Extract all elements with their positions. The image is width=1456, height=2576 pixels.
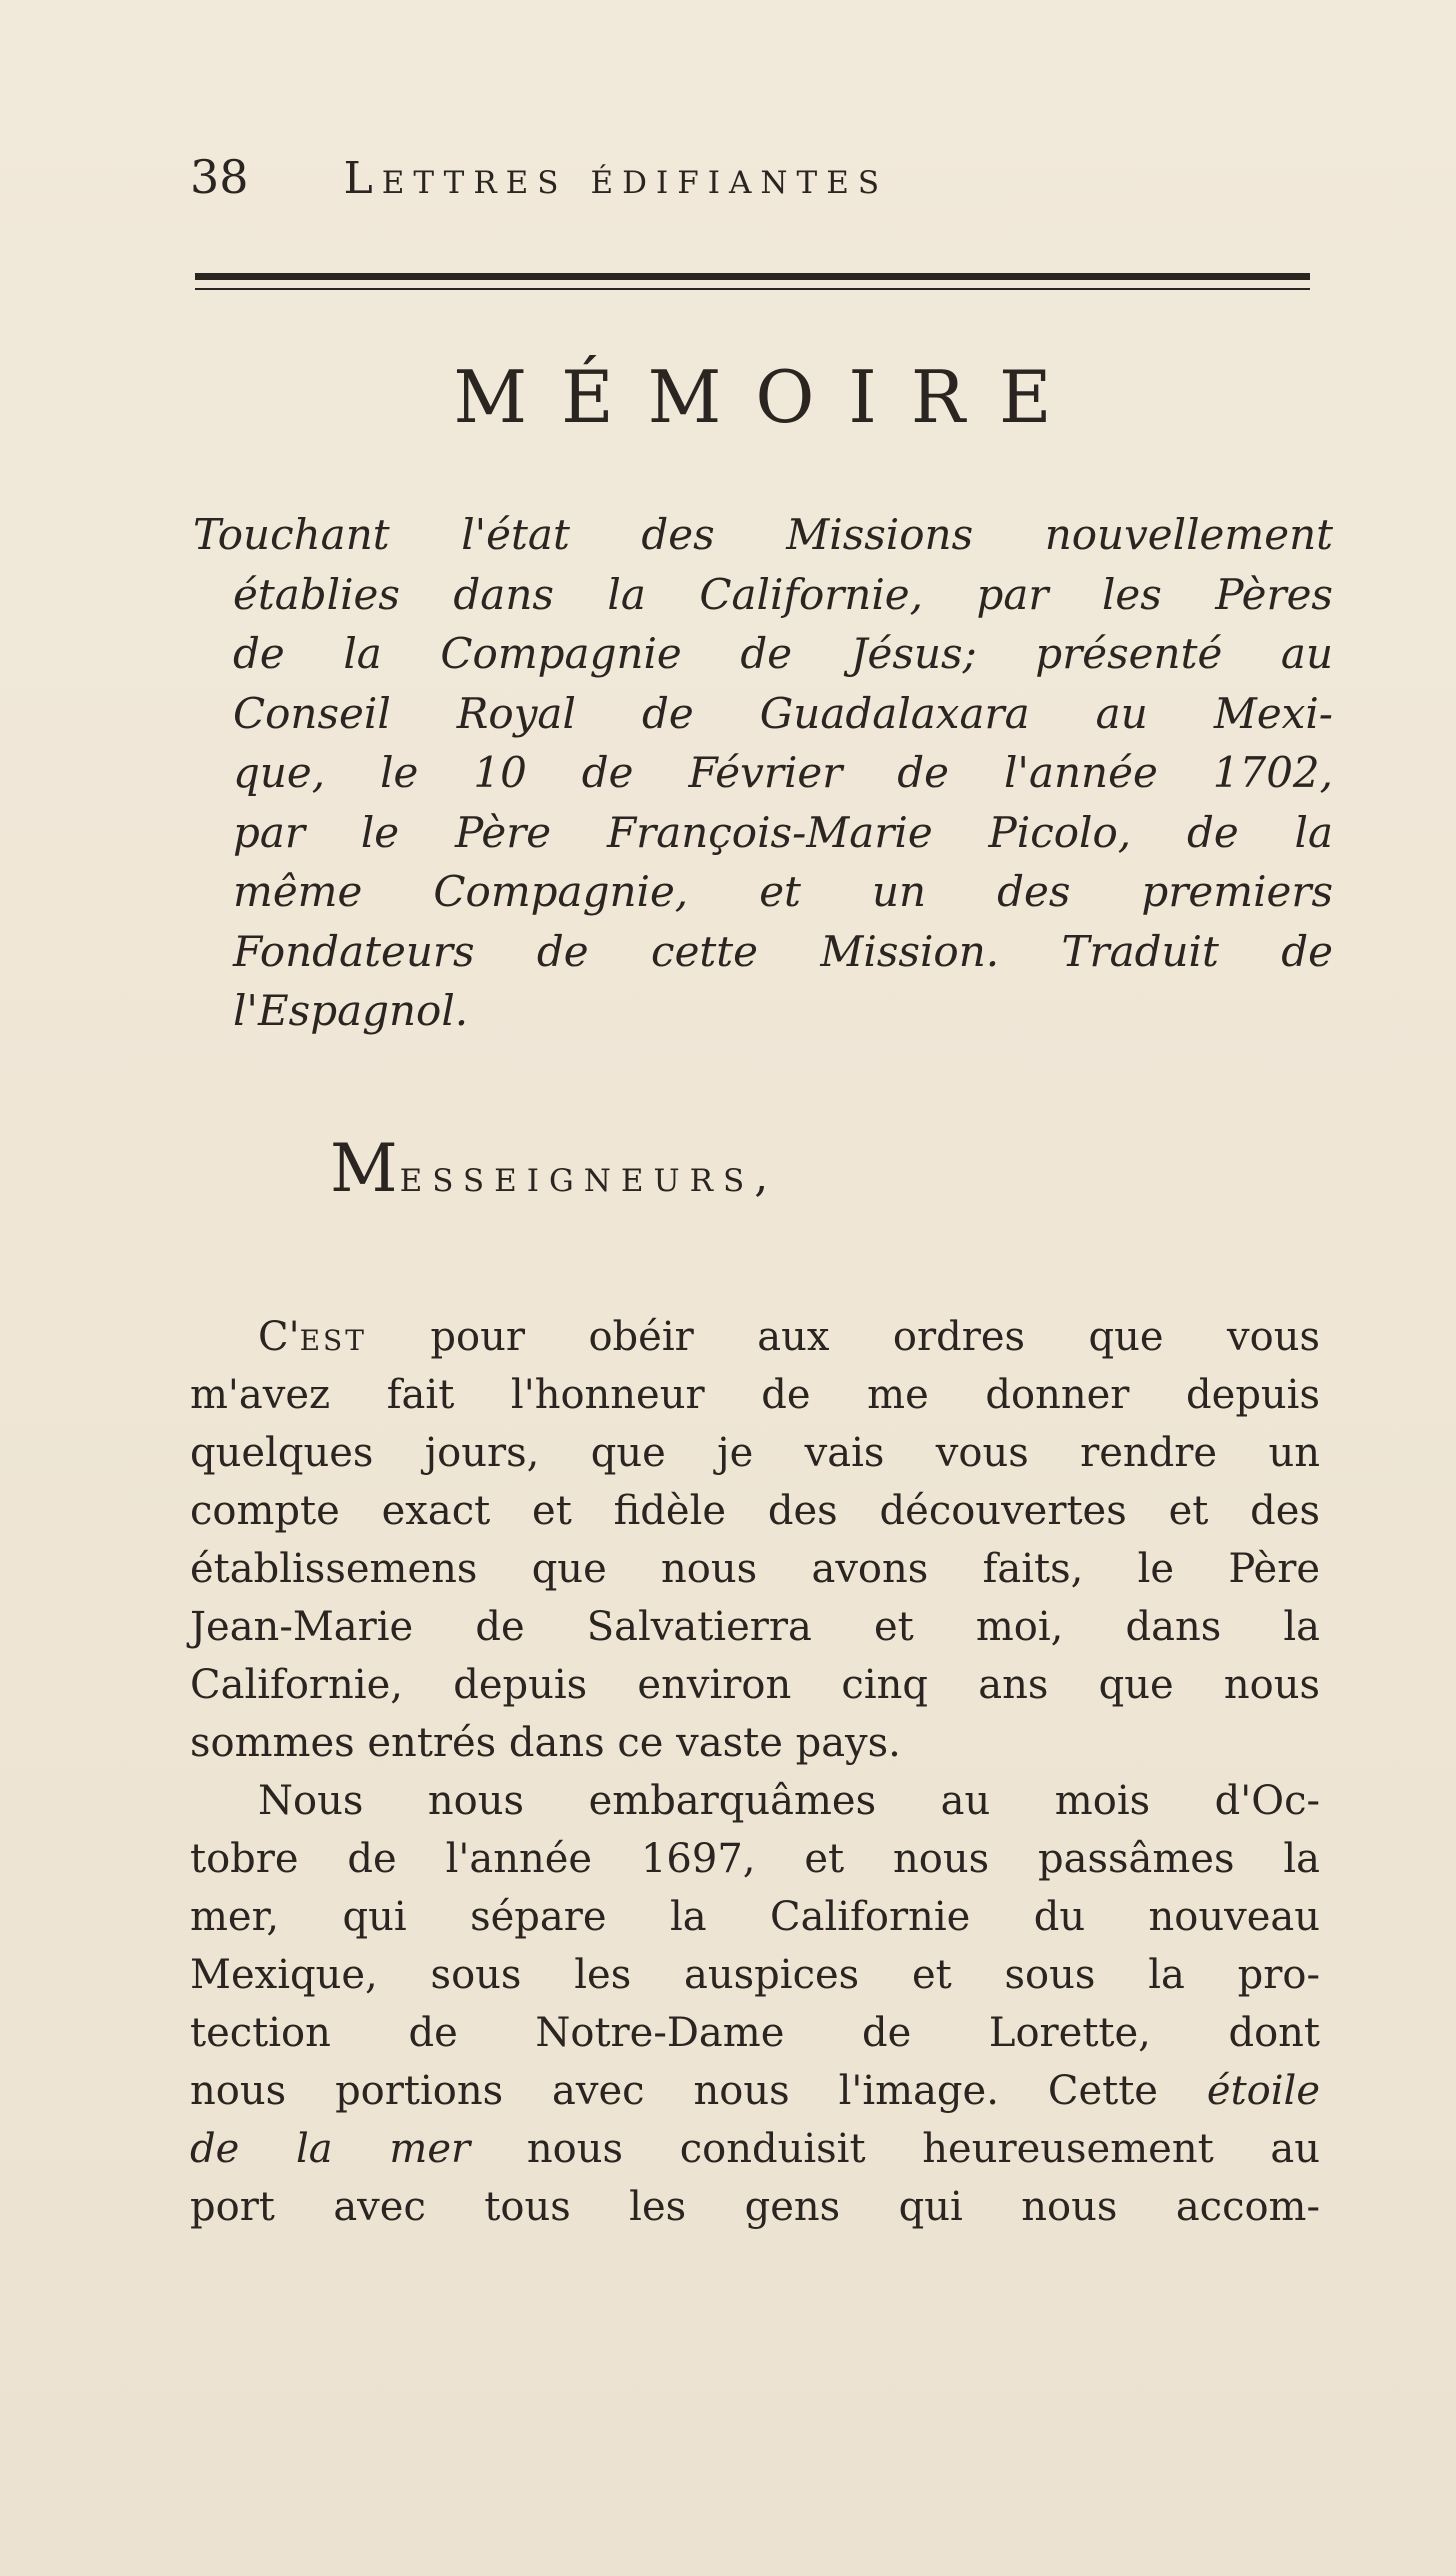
- body-line: [190, 1308, 1320, 1366]
- body-line: tection de Notre-Dame de Lorette, dont: [190, 2010, 1320, 2056]
- subtitle-line: Conseil Royal de Guadalaxara au Mexi-: [233, 688, 1333, 738]
- subtitle-line: Fondateurs de cette Mission. Traduit de: [233, 926, 1333, 976]
- body-line: port avec tous les gens qui nous accom-: [190, 2184, 1320, 2230]
- running-title: Lettres édifiantes: [343, 153, 889, 204]
- header-rule-thick: [195, 273, 1310, 280]
- memoire-heading: MÉMOIRE: [453, 355, 1086, 439]
- body-line: Californie, depuis environ cinq ans que nous: [190, 1662, 1320, 1708]
- body-line: quelques jours, que je vais vous rendre un: [190, 1430, 1320, 1476]
- body-line: mer, qui sépare la Californie du nouveau: [190, 1894, 1320, 1940]
- body-line-text: nous portions avec nous l'image. Cette: [190, 2068, 1158, 2114]
- body-line: établissemens que nous avons faits, le Père: [190, 1546, 1320, 1592]
- salutation-rest: esseigneurs,: [399, 1151, 779, 1202]
- body-line-text: pour obéir aux ordres que vous: [430, 1314, 1320, 1360]
- subtitle-line: Touchant l'état des Missions nouvellement: [193, 510, 1333, 559]
- subtitle-line: même Compagnie, et un des premiers: [233, 867, 1333, 916]
- subtitle-line: établies dans la Californie, par les Pères: [233, 569, 1333, 619]
- subtitle-line: l'Espagnol.: [233, 986, 469, 1035]
- body-line: tobre de l'année 1697, et nous passâmes la: [190, 1836, 1320, 1882]
- body-line: Mexique, sous les auspices et sous la pro-: [190, 1952, 1320, 1998]
- body-line: [190, 2120, 1320, 2178]
- body-line: sommes entrés dans ce vaste pays.: [190, 1720, 901, 1766]
- body-line: m'avez fait l'honneur de me donner depuis: [190, 1372, 1320, 1418]
- italic-de-la-mer: de la mer: [190, 2126, 471, 2172]
- page-number: 38: [190, 150, 249, 204]
- subtitle-line: de la Compagnie de Jésus; présenté au: [233, 629, 1333, 678]
- subtitle-line: que, le 10 de Février de l'année 1702,: [233, 748, 1333, 797]
- running-head: [190, 150, 1310, 220]
- salutation-initial: M: [330, 1130, 400, 1207]
- body-line: compte exact et fidèle des découvertes et des: [190, 1488, 1320, 1534]
- salutation: [330, 1130, 778, 1207]
- subtitle-line: par le Père François-Marie Picolo, de la: [233, 807, 1333, 857]
- body-line: Nous nous embarquâmes au mois d'Oc-: [258, 1778, 1320, 1824]
- first-word-rest: est: [299, 1314, 367, 1360]
- memoire-subtitle: [193, 505, 1333, 1041]
- body-line-text: nous conduisit heureusement au: [526, 2126, 1321, 2172]
- body-line: [190, 2062, 1320, 2120]
- body-line: Jean-Marie de Salvatierra et moi, dans la: [190, 1604, 1320, 1650]
- body-text: [190, 1308, 1320, 2236]
- first-word-initial: C': [258, 1314, 300, 1360]
- italic-etoile: étoile: [1206, 2068, 1320, 2114]
- header-rule-thin: [195, 288, 1310, 290]
